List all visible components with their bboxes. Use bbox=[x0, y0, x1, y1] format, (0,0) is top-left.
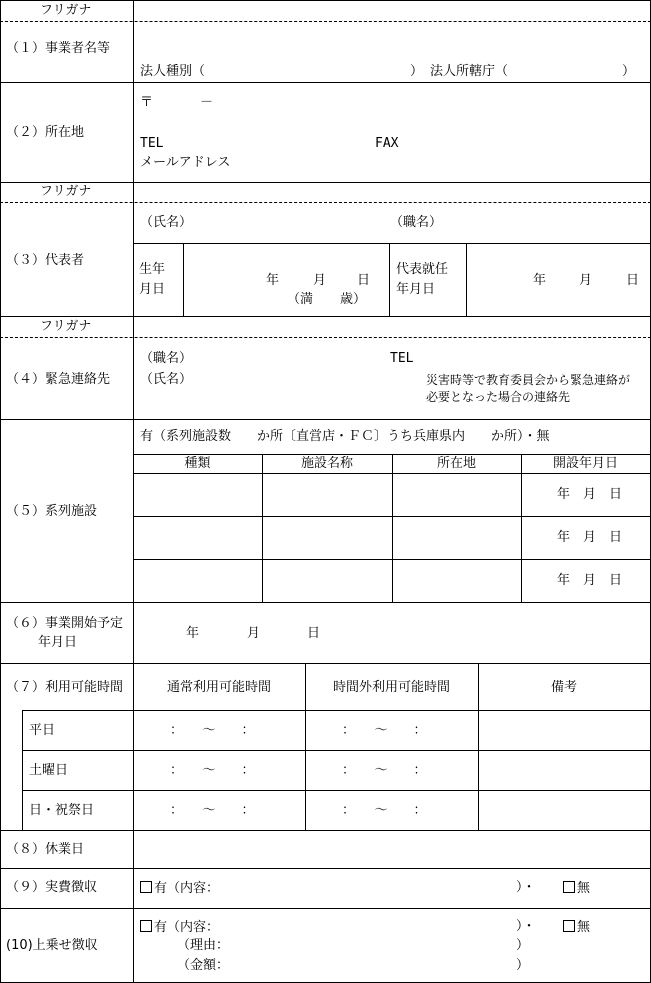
birth-label-2: 月日 bbox=[139, 282, 166, 297]
s8-label: （８）休業日 bbox=[6, 842, 85, 857]
s9-no-label: 無 bbox=[577, 881, 591, 896]
s10-label: (10)上乗せ徴収 bbox=[6, 938, 98, 953]
rep-name-label: （氏名） bbox=[140, 215, 193, 230]
vl-392 bbox=[392, 454, 393, 602]
line-908 bbox=[0, 908, 651, 909]
line-830 bbox=[0, 830, 651, 831]
col-open-date: 開設年月日 bbox=[552, 456, 618, 471]
s1-label: （１）事業者名等 bbox=[6, 41, 111, 56]
furigana-3: フリガナ bbox=[40, 184, 92, 199]
s10-no-label: 無 bbox=[577, 920, 591, 935]
email-label: メールアドレス bbox=[140, 155, 231, 170]
vl-262 bbox=[262, 454, 263, 602]
s6-year: 年 bbox=[186, 626, 200, 641]
label-divider bbox=[133, 0, 134, 710]
s10-yes-option[interactable] bbox=[140, 920, 219, 934]
line-868 bbox=[0, 868, 651, 869]
weekday-extra-time: ： ～ ： bbox=[342, 723, 427, 738]
s3-label: （３）代表者 bbox=[6, 253, 85, 268]
corp-type-close: ） bbox=[410, 64, 424, 79]
birth-month: 月 bbox=[313, 273, 327, 288]
open-date-row-1: 年 月 日 bbox=[557, 487, 623, 502]
furigana-4: フリガナ bbox=[40, 319, 92, 334]
birth-day: 日 bbox=[357, 273, 371, 288]
s10-no-option[interactable] bbox=[563, 920, 590, 934]
s10-close: ）・ bbox=[516, 919, 536, 934]
line-790 bbox=[22, 790, 651, 791]
vl-133b bbox=[133, 710, 134, 830]
s10-amount-close: ） bbox=[516, 958, 530, 973]
s9-close: ）・ bbox=[516, 880, 536, 895]
age-open: （満 bbox=[287, 292, 314, 307]
s10-yes-label: 有（内容： bbox=[154, 920, 220, 935]
holiday-normal-time: ： ～ ： bbox=[170, 803, 255, 818]
furigana-3-dash bbox=[0, 202, 651, 203]
age-close: 歳） bbox=[340, 292, 367, 307]
frame-top bbox=[0, 0, 651, 1]
s9-yes-option[interactable] bbox=[140, 881, 219, 895]
s6-day: 日 bbox=[307, 626, 321, 641]
postal-dash: － bbox=[200, 95, 214, 110]
vl-466 bbox=[466, 243, 467, 316]
s9-no-checkbox[interactable] bbox=[563, 881, 575, 893]
row-holiday: 日・祝祭日 bbox=[29, 803, 95, 818]
frame-left bbox=[0, 0, 1, 983]
birth-label-1: 生年 bbox=[139, 262, 166, 277]
s5-summary: 有（系列施設数 か所〔直営店・ＦＣ〕うち兵庫県内 か所）・無 bbox=[140, 429, 550, 444]
col-location: 所在地 bbox=[436, 456, 476, 471]
s10-reason-close: ） bbox=[516, 938, 530, 953]
vl-521 bbox=[521, 454, 522, 602]
furigana-1: フリガナ bbox=[40, 3, 92, 18]
vl-22 bbox=[22, 710, 23, 830]
fax-label: FAX bbox=[375, 136, 399, 151]
line-419 bbox=[0, 419, 651, 420]
line-663 bbox=[0, 663, 651, 664]
appoint-label-2: 年月日 bbox=[396, 282, 436, 297]
line-710 bbox=[22, 710, 651, 711]
furigana-1-dash bbox=[0, 21, 651, 22]
vl-389 bbox=[389, 243, 390, 316]
s4-label: （４）緊急連絡先 bbox=[6, 372, 111, 387]
emg-note-2: 必要となった場合の連絡先 bbox=[426, 390, 571, 404]
appoint-label-1: 代表就任 bbox=[396, 262, 449, 277]
emg-note-1: 災害時等で教育委員会から緊急連絡が bbox=[426, 373, 631, 387]
line-243 bbox=[133, 243, 651, 244]
appoint-year: 年 bbox=[533, 273, 547, 288]
col-type: 種類 bbox=[184, 456, 211, 471]
row-saturday: 土曜日 bbox=[29, 763, 69, 778]
line-316 bbox=[0, 316, 651, 317]
appoint-month: 月 bbox=[579, 273, 593, 288]
furigana-4-dash bbox=[0, 337, 651, 338]
col-facility-name: 施設名称 bbox=[300, 456, 353, 471]
h-extra-hours: 時間外利用可能時間 bbox=[332, 680, 450, 695]
jurisdiction-close: ） bbox=[622, 64, 636, 79]
saturday-normal-time: ： ～ ： bbox=[170, 763, 255, 778]
postal-mark: 〒 bbox=[140, 95, 154, 110]
row-weekday: 平日 bbox=[29, 723, 56, 738]
holiday-extra-time: ： ～ ： bbox=[342, 803, 427, 818]
saturday-extra-time: ： ～ ： bbox=[342, 763, 427, 778]
h-remarks: 備考 bbox=[550, 680, 577, 695]
s9-label: （９）実費徴収 bbox=[6, 880, 98, 895]
corp-type-label: 法人種別（ bbox=[140, 64, 206, 79]
s2-label: （２）所在地 bbox=[6, 125, 85, 140]
birth-year: 年 bbox=[266, 273, 280, 288]
s6-label-2: 年月日 bbox=[38, 635, 78, 650]
line-82 bbox=[0, 82, 651, 83]
jurisdiction-label: 法人所轄庁（ bbox=[430, 64, 509, 79]
line-602 bbox=[0, 602, 651, 603]
appoint-day: 日 bbox=[626, 273, 640, 288]
tel-label: TEL bbox=[140, 136, 164, 151]
emg-name-label: （氏名） bbox=[140, 372, 193, 387]
s6-month: 月 bbox=[247, 626, 261, 641]
s5-label: （５）系列施設 bbox=[6, 504, 98, 519]
vl-183 bbox=[183, 243, 184, 316]
emg-title-label: （職名） bbox=[140, 351, 193, 366]
s7-label: （７）利用可能時間 bbox=[6, 680, 124, 695]
s9-no-option[interactable] bbox=[563, 881, 590, 895]
s9-yes-checkbox[interactable] bbox=[140, 881, 152, 893]
weekday-normal-time: ： ～ ： bbox=[170, 723, 255, 738]
emg-tel-label: TEL bbox=[390, 351, 414, 366]
open-date-row-2: 年 月 日 bbox=[557, 530, 623, 545]
open-date-row-3: 年 月 日 bbox=[557, 573, 623, 588]
s9-yes-label: 有（内容： bbox=[154, 881, 220, 896]
line-750 bbox=[22, 750, 651, 751]
s10-no-checkbox[interactable] bbox=[563, 920, 575, 932]
s10-reason: （理由： bbox=[177, 938, 230, 953]
rep-title-label: （職名） bbox=[390, 215, 443, 230]
s10-yes-checkbox[interactable] bbox=[140, 920, 152, 932]
label-divider-lower bbox=[133, 830, 134, 983]
s6-label-1: （６）事業開始予定 bbox=[6, 616, 124, 631]
line-182 bbox=[0, 182, 651, 183]
s10-amount: （金額： bbox=[177, 958, 230, 973]
h-normal-hours: 通常利用可能時間 bbox=[166, 680, 271, 695]
